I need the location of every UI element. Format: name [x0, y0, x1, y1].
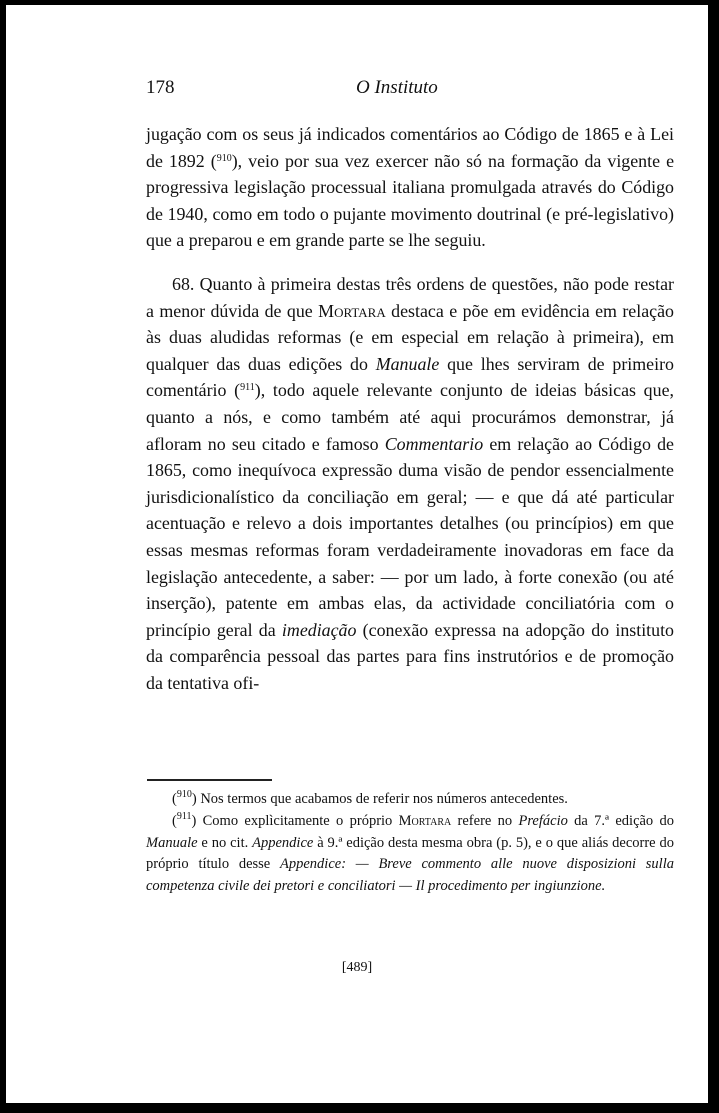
- text-span: e no cit.: [197, 834, 253, 851]
- text-span: (conexão expressa na adopção do instituto da comparência pessoal das partes para fins instrutórios e de promoção da tentativa ofi-: [146, 619, 674, 693]
- footnote-910: ($^{910}$) Nos termos que acabamos de referir nos números antecedentes.: [172, 789, 568, 807]
- footnote-ref-911: 911: [240, 382, 255, 394]
- page-header: [146, 77, 674, 101]
- text-span: à 9.ª edição desta mesma obra (p. 5), e o que aliás decorre do próprio título desse: [146, 834, 674, 873]
- work-title: Prefácio: [518, 812, 568, 829]
- folio: [489]: [341, 960, 373, 975]
- page-number: 178: [146, 77, 175, 98]
- running-head: O Instituto: [356, 77, 438, 98]
- body-text: [146, 121, 674, 696]
- footnote-ref-910: 910: [216, 152, 232, 164]
- text-span: destaca e põe em evidência em relação às duas aludidas reformas (e em especial em relação à primeira), em qualquer das duas edições do: [146, 300, 674, 374]
- work-title: Appendice: — Breve commento alle nuove disposizioni sulla competenza civile dei pretori e conciliatori — Il procedimento per ingiunzione.: [146, 856, 674, 895]
- emphasis: imediação: [281, 619, 357, 640]
- work-title: Appendice: [252, 834, 314, 851]
- work-title: Commentario: [384, 433, 484, 454]
- text-span: da 7.ª edição do: [567, 812, 674, 829]
- footnote-number: 910: [176, 789, 192, 800]
- text-span: jugação com os seus já indicados comentários ao Código de 1865 e à Lei de 1892: [146, 124, 674, 171]
- footnote-number: 911: [176, 810, 192, 822]
- paragraph-continuation: jugação com os seus já indicados comentários ao Código de 1865 e à Lei de 1892 ($^{910}$), veio por sua vez exercer não só na formação da vigente e progressiva legislação processual italiana promulgada através do Código de 1940, como em todo o pujante movimento doutrinal (e pré-legislativo) que a preparou e em grande parte se lhe seguiu.: [146, 124, 675, 251]
- page: [6, 5, 708, 1103]
- footnotes: [146, 789, 674, 898]
- footnote-911: ($^{911}$) Como explìcitamente o próprio Mortara refere no Prefácio da 7.ª edição do Manuale e no cit. Appendice à 9.ª edição desta mesma obra (p. 5), e o que aliás decorre do próprio título desse Appendice: — Breve commento alle nuove disposizioni sulla competenza civile dei pretori e conciliatori — Il procedimento per ingiunzione.: [146, 810, 674, 895]
- text-span: , veio por sua vez exercer não só na formação da vigente e progressiva legislação processual italiana promulgada através do Código de 1940, como em todo o pujante movimento doutrinal (e pré-legislativo) que a preparou e em grande parte se lhe seguiu.: [146, 150, 675, 251]
- text-span: que lhes serviram de primeiro comentário: [146, 353, 674, 401]
- text-span: Como explìcitamente o próprio: [196, 812, 399, 829]
- text-span: refere no: [451, 812, 519, 829]
- author-name: Mortara: [318, 300, 386, 321]
- text-span: Nos termos que acabamos de referir nos números antecedentes.: [196, 791, 568, 807]
- author-name: Mortara: [398, 812, 452, 829]
- text-span: em relação ao Código de 1865, como inequívoca expressão duma visão de pendor essencialmente jurisdicionalístico da conciliação em geral; — e que dá até particular acentuação e relevo a dois importantes detalhes (ou princípios) em que essas mesmas reformas foram verdadeiramente inovadoras em face da legislação antecedente, a saber: — por um lado, à forte conexão (ou até inserção), patente em ambas elas, da actividade conciliatória com o princípio geral da: [146, 433, 674, 640]
- paragraph-68: 68. Quanto à primeira destas três ordens de questões, não pode restar a menor dúvida de que Mortara destaca e põe em evidência em relação às duas aludidas reformas (e em especial em relação à primeira), em qualquer das duas edições do Manuale que lhes serviram de primeiro comentário ($^{911}$), todo aquele relevante conjunto de ideias básicas que, quanto a nós, e como também até aqui procurámos demonstrar, já afloram no seu citado e famoso Commentario em relação ao Código de 1865, como inequívoca expressão duma visão de pendor essencialmente jurisdicionalístico da conciliação em geral; — e que dá até particular acentuação e relevo a dois importantes detalhes (ou princípios) em que essas mesmas reformas foram verdadeiramente inovadoras em face da legislação antecedente, a saber: — por um lado, à forte conexão (ou até inserção), patente em ambas elas, da actividade conciliatória com o princípio geral da imediação (conexão expressa na adopção do instituto da comparência pessoal das partes para fins instrutórios e de promoção da tentativa ofi-: [146, 273, 674, 693]
- work-title: Manuale: [146, 834, 198, 851]
- text-span: 68. Quanto à primeira destas três ordens de questões, não pode restar a menor dúvida de que: [146, 273, 674, 321]
- footnote-rule: [147, 779, 272, 781]
- work-title: Manuale: [375, 353, 440, 374]
- text-span: , todo aquele relevante conjunto de ideias básicas que, quanto a nós, e como também até aqui procurámos demonstrar, já afloram no seu citado e famoso: [146, 380, 674, 454]
